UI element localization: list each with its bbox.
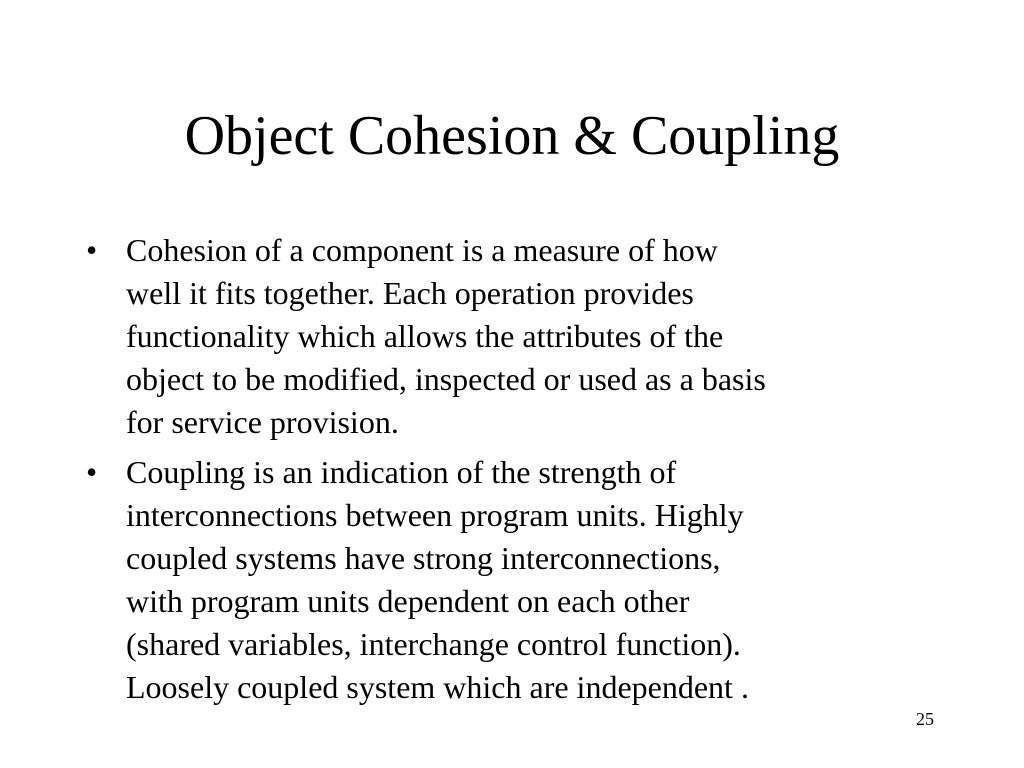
slide-title: Object Cohesion & Coupling <box>184 105 840 167</box>
bullet-text-line: Loosely coupled system which are independent . <box>126 669 749 705</box>
bullet-item-cohesion <box>86 229 946 444</box>
bullet-text-line: Cohesion of a component is a measure of how <box>126 232 718 268</box>
bullet-text-line: (shared variables, interchange control function). <box>126 626 741 662</box>
bullet-text-line: well it fits together. Each operation provides <box>126 275 694 311</box>
bullet-text-line: coupled systems have strong interconnections, <box>126 540 721 576</box>
bullet-text-line: functionality which allows the attributes of the <box>126 318 724 354</box>
bullet-text-line: for service provision. <box>126 404 399 440</box>
bullet-text-line: object to be modified, inspected or used as a basis <box>126 361 766 397</box>
slide-number: 25 <box>916 709 934 729</box>
bullet-text-line: with program units dependent on each other <box>126 583 690 619</box>
bullet-marker: • <box>86 232 98 268</box>
bullet-text-line: Coupling is an indication of the strength of <box>126 454 677 490</box>
bullet-marker: • <box>86 454 98 490</box>
bullet-item-coupling <box>86 451 946 709</box>
bullet-text-line: interconnections between program units. Highly <box>126 497 744 533</box>
bullet-list <box>86 229 946 716</box>
